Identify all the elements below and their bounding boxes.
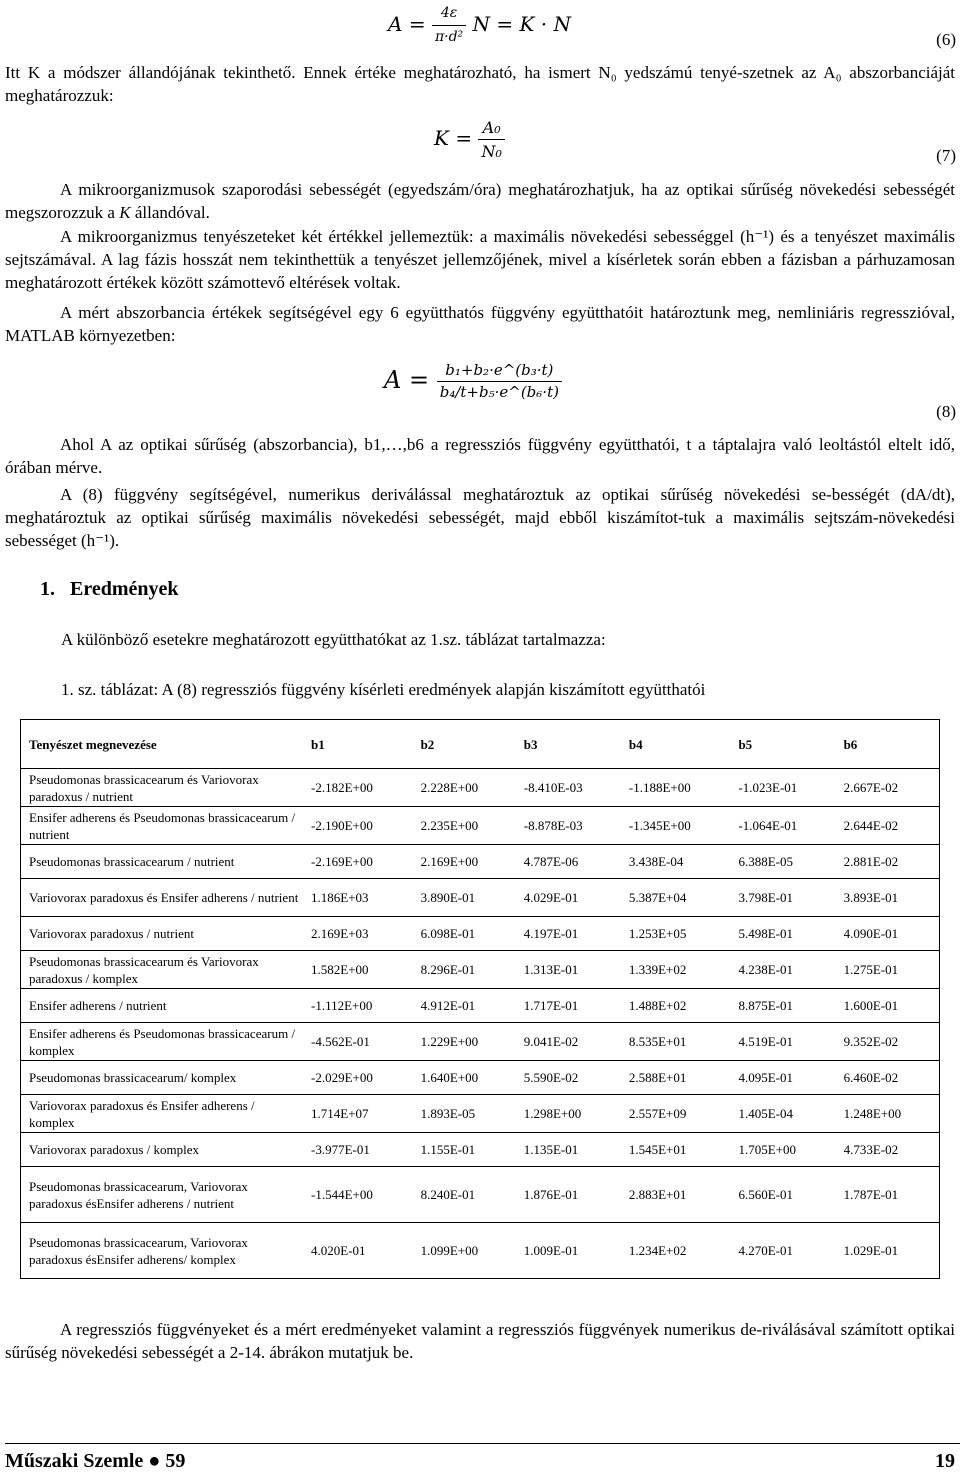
coef-b3-cell: 1.298E+00 (516, 1095, 621, 1133)
footer-page-number: 19 (935, 1450, 955, 1472)
header-b4: b4 (621, 720, 731, 769)
footer-journal: Műszaki Szemle ● 59 (5, 1450, 186, 1472)
coef-b6-cell: 4.090E-01 (836, 917, 940, 951)
coef-b5-cell: 4.238E-01 (730, 951, 835, 989)
coef-b4-cell: 1.234E+02 (621, 1223, 731, 1279)
coef-b6-cell: 1.600E-01 (836, 989, 940, 1023)
culture-name-cell: Pseudomonas brassicacearum/ komplex (21, 1061, 304, 1095)
coef-b3-cell: 5.590E-02 (516, 1061, 621, 1095)
coef-b4-cell: 5.387E+04 (621, 879, 731, 917)
coef-b3-cell: 1.009E-01 (516, 1223, 621, 1279)
coef-b6-cell: 2.667E-02 (836, 769, 940, 807)
coef-b5-cell: 1.705E+00 (730, 1133, 835, 1167)
coef-b2-cell: 4.912E-01 (413, 989, 516, 1023)
eq6-number: (6) (936, 30, 956, 49)
coef-b4-cell: 2.588E+01 (621, 1061, 731, 1095)
coef-b2-cell: 1.099E+00 (413, 1223, 516, 1279)
coef-b6-cell: 1.029E-01 (836, 1223, 940, 1279)
paragraph-3: A mikroorganizmus tenyészeteket két értékkel jellemeztük: a maximális növekedési sebességgel (h⁻¹) és a tenyészet maximális sejtszámával. A lag fázis hosszát nem tekinthettük a tenyészet jellemzőjének, mivel a kísérletek során ebben a fázisban a párhuzamosan meghatározott értékek között számottevő eltérések voltak. (5, 227, 955, 292)
coef-b6-cell: 1.275E-01 (836, 951, 940, 989)
culture-name-cell: Variovorax paradoxus és Ensifer adherens / nutrient (21, 879, 304, 917)
eq8-equals: = (408, 366, 430, 394)
coef-b5-cell: 6.560E-01 (730, 1167, 835, 1223)
coef-b4-cell: -1.345E+00 (621, 807, 731, 845)
culture-name-cell: Variovorax paradoxus / nutrient (21, 917, 304, 951)
coef-b6-cell: 9.352E-02 (836, 1023, 940, 1061)
footer-rule (5, 1443, 960, 1444)
coef-b1-cell: 4.020E-01 (303, 1223, 413, 1279)
header-culture: Tenyészet megnevezése (21, 720, 304, 769)
coef-b3-cell: 4.787E-06 (516, 845, 621, 879)
coef-b5-cell: 4.270E-01 (730, 1223, 835, 1279)
eq6-rest: N = K · N (472, 12, 572, 36)
coef-b3-cell: 1.313E-01 (516, 951, 621, 989)
coef-b1-cell: -2.029E+00 (303, 1061, 413, 1095)
eq8-denominator: b₄/t+b₅·e^(b₆·t) (439, 383, 559, 401)
eq8-lhs: A (384, 366, 402, 394)
header-b2: b2 (413, 720, 516, 769)
coef-b1-cell: 2.169E+03 (303, 917, 413, 951)
paragraph-1: Itt K a módszer állandójának tekinthető. Ennek értéke meghatározható, ha ismert N₀ yedszámú tenyé-szetnek az A₀ abszorbanciáját meghatározzuk: (5, 63, 955, 105)
coef-b1-cell: -2.182E+00 (303, 769, 413, 807)
culture-name-cell: Pseudomonas brassicacearum, Variovorax paradoxus ésEnsifer adherens/ komplex (21, 1223, 304, 1279)
coef-b1-cell: -1.544E+00 (303, 1167, 413, 1223)
eq7-fraction (478, 116, 504, 163)
coef-b5-cell: 4.519E-01 (730, 1023, 835, 1061)
coef-b3-cell: 4.197E-01 (516, 917, 621, 951)
eq6-denominator: π·d² (434, 29, 464, 45)
coef-b4-cell: -1.188E+00 (621, 769, 731, 807)
coef-b5-cell: 4.095E-01 (730, 1061, 835, 1095)
equation-8 (384, 360, 562, 403)
coef-b5-cell: 1.405E-04 (730, 1095, 835, 1133)
section-title: Eredmények (70, 578, 179, 600)
eq6-lhs: A (388, 12, 403, 36)
table-caption: 1. sz. táblázat: A (8) regressziós függvény kísérleti eredmények alapján kiszámított együtthatói (61, 680, 706, 699)
eq7-denominator: N₀ (481, 142, 502, 161)
section-number: 1. (40, 578, 55, 600)
header-b6: b6 (836, 720, 940, 769)
eq8-number: (8) (936, 402, 956, 421)
table-intro: A különböző esetekre meghatározott együtthatókat az 1.sz. táblázat tartalmazza: (61, 630, 606, 649)
coef-b6-cell: 1.248E+00 (836, 1095, 940, 1133)
coef-b1-cell: 1.186E+03 (303, 879, 413, 917)
coef-b4-cell: 2.883E+01 (621, 1167, 731, 1223)
coef-b3-cell: 1.717E-01 (516, 989, 621, 1023)
header-b1: b1 (303, 720, 413, 769)
culture-name-cell: Pseudomonas brassicacearum / nutrient (21, 845, 304, 879)
eq8-numerator: b₁+b₂·e^(b₃·t) (437, 360, 562, 382)
eq6-numerator: 4ε (432, 2, 466, 26)
coef-b1-cell: -2.190E+00 (303, 807, 413, 845)
culture-name-cell: Pseudomonas brassicacearum és Variovorax paradoxus / nutrient (21, 769, 304, 807)
coef-b4-cell: 8.535E+01 (621, 1023, 731, 1061)
coefficient-table (20, 719, 940, 1279)
coef-b1-cell: -4.562E-01 (303, 1023, 413, 1061)
coef-b2-cell: 1.155E-01 (413, 1133, 516, 1167)
table-row (21, 951, 940, 989)
table-row (21, 1023, 940, 1061)
culture-name-cell: Pseudomonas brassicacearum és Variovorax paradoxus / komplex (21, 951, 304, 989)
coef-b1-cell: 1.714E+07 (303, 1095, 413, 1133)
paragraph-2-text-c: állandóval. (134, 203, 210, 222)
table-row (21, 845, 940, 879)
table-row (21, 879, 940, 917)
coef-b2-cell: 2.235E+00 (413, 807, 516, 845)
coef-b5-cell: 3.798E-01 (730, 879, 835, 917)
paragraph-4: A mért abszorbancia értékek segítségével egy 6 együtthatós függvény együtthatóit határoztunk meg, nemliniáris regresszióval, MATLAB környezetben: (5, 303, 955, 345)
coef-b3-cell: 9.041E-02 (516, 1023, 621, 1061)
paragraph-6: A (8) függvény segítségével, numerikus deriválással meghatároztuk az optikai sűrűség növekedési se-bességét (dA/dt), meghatároztuk az optikai sűrűség maximális növekedési sebességét, majd ebből kiszámítot-tuk a maximális sejtszám-növekedési sebességet (h⁻¹). (5, 485, 955, 550)
coef-b5-cell: -1.023E-01 (730, 769, 835, 807)
coef-b1-cell: -1.112E+00 (303, 989, 413, 1023)
coef-b6-cell: 3.893E-01 (836, 879, 940, 917)
equation-6 (388, 2, 571, 49)
table-row (21, 1167, 940, 1223)
eq8-fraction (437, 360, 562, 403)
coef-b2-cell: 3.890E-01 (413, 879, 516, 917)
coef-b5-cell: 5.498E-01 (730, 917, 835, 951)
coef-b1-cell: -3.977E-01 (303, 1133, 413, 1167)
coef-b5-cell: -1.064E-01 (730, 807, 835, 845)
coef-b2-cell: 2.228E+00 (413, 769, 516, 807)
coef-b4-cell: 2.557E+09 (621, 1095, 731, 1133)
coef-b6-cell: 6.460E-02 (836, 1061, 940, 1095)
eq7-number: (7) (936, 146, 956, 165)
section-heading (40, 578, 179, 601)
coef-b1-cell: 1.582E+00 (303, 951, 413, 989)
coef-b2-cell: 6.098E-01 (413, 917, 516, 951)
coef-b2-cell: 1.229E+00 (413, 1023, 516, 1061)
coef-b3-cell: 4.029E-01 (516, 879, 621, 917)
paragraph-2-k-symbol: K (119, 203, 131, 222)
table-row (21, 989, 940, 1023)
coef-b6-cell: 2.644E-02 (836, 807, 940, 845)
eq6-equals: = (408, 12, 426, 36)
coef-b3-cell: -8.410E-03 (516, 769, 621, 807)
coef-b3-cell: 1.876E-01 (516, 1167, 621, 1223)
culture-name-cell: Ensifer adherens és Pseudomonas brassicacearum / nutrient (21, 807, 304, 845)
paragraph-5: Ahol A az optikai sűrűség (abszorbancia), b1,…,b6 a regressziós függvény együtthatói, t a táptalajra való leoltástól eltelt idő, órában mérve. (5, 435, 955, 477)
coef-b5-cell: 6.388E-05 (730, 845, 835, 879)
coef-b4-cell: 3.438E-04 (621, 845, 731, 879)
coef-b4-cell: 1.339E+02 (621, 951, 731, 989)
paragraph-7: A regressziós függvényeket és a mért eredményeket valamint a regressziós függvények numerikus de-riválásával számított optikai sűrűség növekedési sebességét a 2-14. ábrákon mutatjuk be. (5, 1320, 955, 1362)
equation-7 (434, 116, 505, 163)
table-row (21, 807, 940, 845)
table-row (21, 1223, 940, 1279)
culture-name-cell: Variovorax paradoxus / komplex (21, 1133, 304, 1167)
culture-name-cell: Ensifer adherens / nutrient (21, 989, 304, 1023)
coef-b6-cell: 2.881E-02 (836, 845, 940, 879)
table-row (21, 1095, 940, 1133)
header-b5: b5 (730, 720, 835, 769)
coef-b3-cell: -8.878E-03 (516, 807, 621, 845)
eq7-equals: = (455, 126, 473, 150)
coef-b2-cell: 2.169E+00 (413, 845, 516, 879)
coef-b4-cell: 1.545E+01 (621, 1133, 731, 1167)
coef-b5-cell: 8.875E-01 (730, 989, 835, 1023)
culture-name-cell: Variovorax paradoxus és Ensifer adherens / komplex (21, 1095, 304, 1133)
coef-b6-cell: 1.787E-01 (836, 1167, 940, 1223)
table-row (21, 769, 940, 807)
header-b3: b3 (516, 720, 621, 769)
culture-name-cell: Pseudomonas brassicacearum, Variovorax paradoxus ésEnsifer adherens / nutrient (21, 1167, 304, 1223)
eq7-numerator: A₀ (478, 116, 504, 140)
eq6-fraction (432, 2, 466, 49)
culture-name-cell: Ensifer adherens és Pseudomonas brassicacearum / komplex (21, 1023, 304, 1061)
table-header-row (21, 720, 940, 769)
paragraph-2 (5, 178, 955, 224)
coef-b4-cell: 1.253E+05 (621, 917, 731, 951)
table-row (21, 1061, 940, 1095)
paragraph-2-text-a: A mikroorganizmusok szaporodási sebességét (egyedszám/óra) meghatározhatjuk, ha az optikai sűrűség növekedési sebességét megszorozzuk a (5, 180, 955, 222)
table-row (21, 917, 940, 951)
coef-b2-cell: 1.640E+00 (413, 1061, 516, 1095)
coef-b3-cell: 1.135E-01 (516, 1133, 621, 1167)
coef-b2-cell: 8.296E-01 (413, 951, 516, 989)
coef-b1-cell: -2.169E+00 (303, 845, 413, 879)
coef-b2-cell: 8.240E-01 (413, 1167, 516, 1223)
eq7-lhs: K (434, 126, 449, 150)
coef-b4-cell: 1.488E+02 (621, 989, 731, 1023)
coef-b6-cell: 4.733E-02 (836, 1133, 940, 1167)
coef-b2-cell: 1.893E-05 (413, 1095, 516, 1133)
table-row (21, 1133, 940, 1167)
